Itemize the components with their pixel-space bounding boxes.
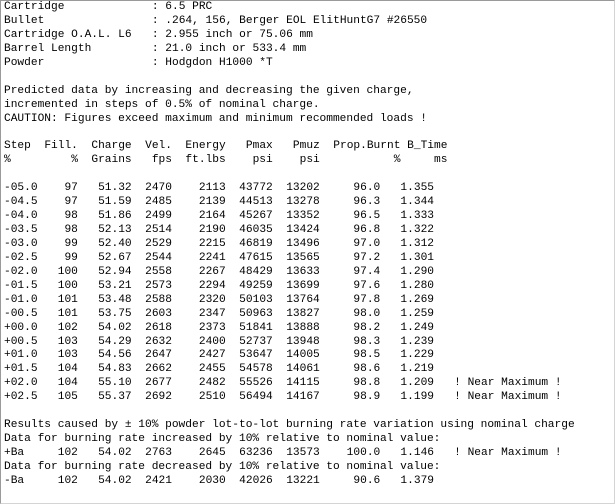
variation-label	[4, 461, 575, 475]
info-line: Cartridge O.A.L. L6 : 2.955 inch or 75.06 mm	[4, 28, 313, 41]
table-row	[4, 363, 575, 377]
value-cell: 101	[57, 307, 78, 320]
column-header: Vel.	[145, 140, 172, 153]
table-row	[4, 294, 575, 308]
step-cell: +02.5	[4, 391, 38, 404]
value-cell: 50103	[239, 293, 273, 306]
value-cell: 99	[64, 237, 78, 250]
value-cell: 13827	[286, 307, 320, 320]
step-cell: -04.5	[4, 196, 38, 209]
value-cell: 2662	[145, 363, 172, 376]
value-cell: 13352	[286, 210, 320, 223]
step-cell: -Ba	[4, 474, 25, 487]
intro-line	[4, 113, 575, 127]
value-cell: 51.32	[98, 182, 132, 195]
value-cell: 46035	[239, 224, 273, 236]
value-cell: 1.355	[400, 182, 434, 195]
column-header: %	[393, 154, 401, 167]
value-cell: 96.8	[353, 224, 381, 236]
value-cell: 49259	[239, 279, 273, 292]
value-cell: 2618	[145, 321, 172, 334]
value-cell: 54.02	[98, 321, 132, 334]
value-cell: 2692	[145, 391, 172, 404]
blank-line	[4, 71, 575, 85]
value-cell: 2320	[198, 293, 226, 306]
column-header: Energy	[185, 140, 226, 153]
table-row	[4, 252, 575, 266]
value-cell: 2030	[198, 474, 226, 487]
step-cell: +Ba	[4, 447, 25, 459]
value-cell: 98.2	[353, 321, 381, 334]
table-row	[4, 475, 575, 489]
step-cell: +02.0	[4, 377, 38, 390]
value-cell: 102	[57, 447, 78, 459]
value-cell: 45267	[239, 210, 273, 223]
value-cell: 2455	[198, 363, 226, 376]
column-header: %	[4, 154, 11, 167]
value-cell: 2164	[198, 210, 226, 223]
column-header: fps	[151, 154, 172, 167]
column-header: ft.lbs	[185, 154, 226, 167]
value-cell: 1.259	[400, 307, 434, 320]
table-row	[4, 210, 575, 224]
info-line: Bullet : .264, 156, Berger EOL ElitHuntG7 #26550	[4, 14, 428, 27]
step-cell: -01.0	[4, 293, 38, 306]
column-header: %	[71, 154, 78, 167]
value-cell: 1.312	[400, 237, 434, 250]
step-cell: +00.0	[4, 321, 38, 334]
value-cell: 2499	[145, 210, 172, 223]
value-cell: 47615	[239, 251, 273, 264]
value-cell: 44513	[239, 196, 273, 209]
value-cell: 96.5	[353, 210, 381, 223]
value-cell: 13496	[286, 237, 320, 250]
info-line: Powder : Hodgdon H1000 *T	[4, 56, 273, 69]
value-cell: 2645	[198, 447, 226, 459]
value-cell: 105	[57, 391, 78, 404]
decreased-label: Data for burning rate decreased by 10% relative to nominal value:	[4, 460, 441, 473]
value-cell: 54.83	[98, 363, 132, 376]
table-row	[4, 336, 575, 350]
value-cell: 2632	[145, 335, 172, 348]
value-cell: 97.0	[353, 237, 381, 250]
value-cell: 2677	[145, 377, 172, 390]
value-cell: 100.0	[346, 447, 381, 459]
value-cell: 1.199	[400, 391, 434, 404]
value-cell: 1.344	[400, 196, 434, 209]
value-cell: 54.02	[98, 474, 132, 487]
value-cell: 104	[57, 363, 78, 376]
column-header: ms	[434, 154, 448, 167]
value-cell: 53647	[239, 349, 273, 362]
value-cell: 98.9	[353, 391, 381, 404]
blank-line	[4, 405, 575, 419]
table-row	[4, 447, 575, 461]
value-cell: 97.8	[353, 293, 381, 306]
value-cell: 1.239	[400, 335, 434, 348]
value-cell: 53.75	[98, 307, 132, 320]
value-cell: 99	[64, 251, 78, 264]
value-cell: 14061	[286, 363, 320, 376]
value-cell: 46819	[239, 237, 273, 250]
value-cell: 97	[64, 196, 78, 209]
info-label: Cartridge	[4, 1, 65, 13]
info-value: Hodgdon H1000 *T	[165, 56, 273, 69]
value-cell: 2113	[198, 182, 226, 195]
column-header: psi	[252, 154, 273, 167]
value-cell: 13573	[286, 447, 320, 459]
value-cell: 1.301	[400, 251, 434, 264]
value-cell: 52.94	[98, 265, 132, 278]
value-cell: 50963	[239, 307, 273, 320]
value-cell: 2373	[198, 321, 226, 334]
value-cell: 54.02	[98, 447, 132, 459]
column-header: B_Time	[407, 140, 448, 153]
value-cell: 2588	[145, 293, 172, 306]
value-cell: 13565	[286, 251, 320, 264]
intro-line	[4, 85, 575, 99]
value-cell: 2647	[145, 349, 172, 362]
step-cell: +00.5	[4, 335, 38, 348]
warning-text: ! Near Maximum !	[454, 447, 562, 459]
value-cell: 52.67	[98, 251, 132, 264]
table-row	[4, 238, 575, 252]
intro-line	[4, 99, 575, 113]
table-row	[4, 349, 575, 363]
table-row	[4, 391, 575, 405]
value-cell: 1.249	[400, 321, 434, 334]
value-cell: 43772	[239, 182, 273, 195]
table-row	[4, 377, 575, 391]
value-cell: 1.290	[400, 265, 434, 278]
column-header: psi	[299, 154, 320, 167]
value-cell: 13633	[286, 265, 320, 278]
value-cell: 2573	[145, 279, 172, 292]
value-cell: 1.280	[400, 279, 434, 292]
variation-label	[4, 433, 575, 447]
value-cell: 51.59	[98, 196, 132, 209]
value-cell: 98.0	[353, 307, 381, 320]
value-cell: 51841	[239, 321, 273, 334]
value-cell: 2421	[145, 474, 172, 487]
table-row	[4, 266, 575, 280]
value-cell: 54.29	[98, 335, 132, 348]
step-cell: -02.5	[4, 251, 38, 264]
info-label: Powder	[4, 56, 45, 69]
value-cell: 104	[57, 377, 78, 390]
value-cell: 97.6	[353, 279, 381, 292]
value-cell: 102	[57, 474, 78, 487]
info-value: 21.0 inch or 533.4 mm	[165, 42, 307, 55]
column-header: Grains	[91, 154, 132, 167]
increased-label: Data for burning rate increased by 10% relative to nominal value:	[4, 433, 441, 446]
table-row	[4, 182, 575, 196]
value-cell: 51.86	[98, 210, 132, 223]
value-cell: 2485	[145, 196, 172, 209]
value-cell: 1.229	[400, 349, 434, 362]
value-cell: 98.8	[353, 377, 381, 390]
value-cell: 2190	[198, 224, 226, 236]
info-label: Bullet	[4, 14, 45, 27]
value-cell: 53.48	[98, 293, 132, 306]
value-cell: 96.3	[353, 196, 381, 209]
info-value: 2.955 inch or 75.06 mm	[165, 28, 313, 41]
step-cell: +01.5	[4, 363, 38, 376]
blank-line	[4, 168, 575, 182]
value-cell: 2470	[145, 182, 172, 195]
value-cell: 2139	[198, 196, 226, 209]
value-cell: 98.3	[353, 335, 381, 348]
value-cell: 54578	[239, 363, 273, 376]
value-cell: 2603	[145, 307, 172, 320]
info-value: 6.5 PRC	[165, 1, 213, 13]
value-cell: 102	[57, 321, 78, 334]
value-cell: 13764	[286, 293, 320, 306]
value-cell: 98	[64, 224, 78, 236]
value-cell: 52737	[239, 335, 273, 348]
value-cell: 96.0	[353, 182, 381, 195]
value-cell: 55.10	[98, 377, 132, 390]
step-cell: -02.0	[4, 265, 38, 278]
value-cell: 14115	[286, 377, 320, 390]
variation-title-text: Results caused by ± 10% powder lot-to-lot burning rate variation using nominal charge	[4, 419, 575, 432]
value-cell: 98	[64, 210, 78, 223]
table-row	[4, 308, 575, 322]
table-row	[4, 224, 575, 238]
step-cell: +01.0	[4, 349, 38, 362]
value-cell: 2544	[145, 251, 172, 264]
value-cell: 1.219	[400, 363, 434, 376]
value-cell: 1.269	[400, 293, 434, 306]
column-header: Pmuz	[292, 140, 320, 153]
step-cell: -05.0	[4, 182, 38, 195]
value-cell: 53.21	[98, 279, 132, 292]
value-cell: 2514	[145, 224, 172, 236]
value-cell: 97.4	[353, 265, 381, 278]
value-cell: 13948	[286, 335, 320, 348]
value-cell: 54.56	[98, 349, 132, 362]
variation-title	[4, 419, 575, 433]
value-cell: 2482	[198, 377, 226, 390]
info-label: Barrel Length	[4, 42, 92, 55]
value-cell: 13278	[286, 196, 320, 209]
info-line: Barrel Length : 21.0 inch or 533.4 mm	[4, 42, 307, 55]
value-cell: 100	[57, 265, 78, 278]
table-row	[4, 280, 575, 294]
table-header	[4, 140, 575, 154]
value-cell: 14167	[286, 391, 320, 404]
value-cell: 97.2	[353, 251, 381, 264]
column-header: Fill.	[44, 140, 78, 153]
value-cell: 13424	[286, 224, 320, 236]
step-cell: -04.0	[4, 210, 38, 223]
value-cell: 52.13	[98, 224, 132, 236]
value-cell: 98.5	[353, 349, 381, 362]
step-cell: -01.5	[4, 279, 38, 292]
value-cell: 1.379	[400, 474, 434, 487]
table-header	[4, 154, 575, 168]
value-cell: 97	[64, 182, 78, 195]
value-cell: 2529	[145, 237, 172, 250]
value-cell: 13699	[286, 279, 320, 292]
step-cell: -00.5	[4, 307, 38, 320]
blank-line	[4, 126, 575, 140]
info-value: .264, 156, Berger EOL ElitHuntG7 #26550	[165, 14, 428, 27]
value-cell: 2215	[198, 237, 226, 250]
value-cell: 1.322	[400, 224, 434, 236]
value-cell: 52.40	[98, 237, 132, 250]
column-header: Step	[4, 140, 31, 153]
column-header: Pmax	[245, 140, 273, 153]
value-cell: 98.6	[353, 363, 381, 376]
value-cell: 1.209	[400, 377, 434, 390]
value-cell: 2763	[145, 447, 172, 459]
text-output	[4, 1, 575, 489]
intro-text: Predicted data by increasing and decreasing the given charge,	[4, 84, 414, 97]
intro-text: incremented in steps of 0.5% of nominal charge.	[4, 98, 320, 111]
column-header: Prop.Burnt	[333, 140, 401, 153]
value-cell: 55526	[239, 377, 273, 390]
step-cell: -03.5	[4, 224, 38, 236]
info-label: Cartridge O.A.L. L6	[4, 28, 132, 41]
step-cell: -03.0	[4, 237, 38, 250]
value-cell: 14005	[286, 349, 320, 362]
value-cell: 103	[57, 335, 78, 348]
warning-text: ! Near Maximum !	[454, 377, 562, 390]
value-cell: 13888	[286, 321, 320, 334]
value-cell: 1.146	[400, 447, 434, 459]
value-cell: 55.37	[98, 391, 132, 404]
value-cell: 2294	[198, 279, 226, 292]
value-cell: 13221	[286, 474, 320, 487]
value-cell: 2267	[198, 265, 226, 278]
warning-text: ! Near Maximum !	[454, 391, 562, 404]
value-cell: 2427	[198, 349, 226, 362]
value-cell: 101	[57, 293, 78, 306]
table-row	[4, 322, 575, 336]
value-cell: 100	[57, 279, 78, 292]
column-header: Charge	[91, 140, 132, 153]
value-cell: 56494	[239, 391, 273, 404]
value-cell: 2347	[198, 307, 226, 320]
value-cell: 42026	[239, 474, 273, 487]
value-cell: 2558	[145, 265, 172, 278]
value-cell: 90.6	[353, 474, 381, 487]
value-cell: 2400	[198, 335, 226, 348]
value-cell: 63236	[239, 447, 273, 459]
value-cell: 2510	[198, 391, 226, 404]
value-cell: 1.333	[400, 210, 434, 223]
value-cell: 2241	[198, 251, 226, 264]
info-line: Cartridge : 6.5 PRC	[4, 1, 213, 13]
table-row	[4, 196, 575, 210]
intro-text: CAUTION: Figures exceed maximum and minimum recommended loads !	[4, 112, 427, 125]
value-cell: 48429	[239, 265, 273, 278]
value-cell: 13202	[286, 182, 320, 195]
value-cell: 103	[57, 349, 78, 362]
